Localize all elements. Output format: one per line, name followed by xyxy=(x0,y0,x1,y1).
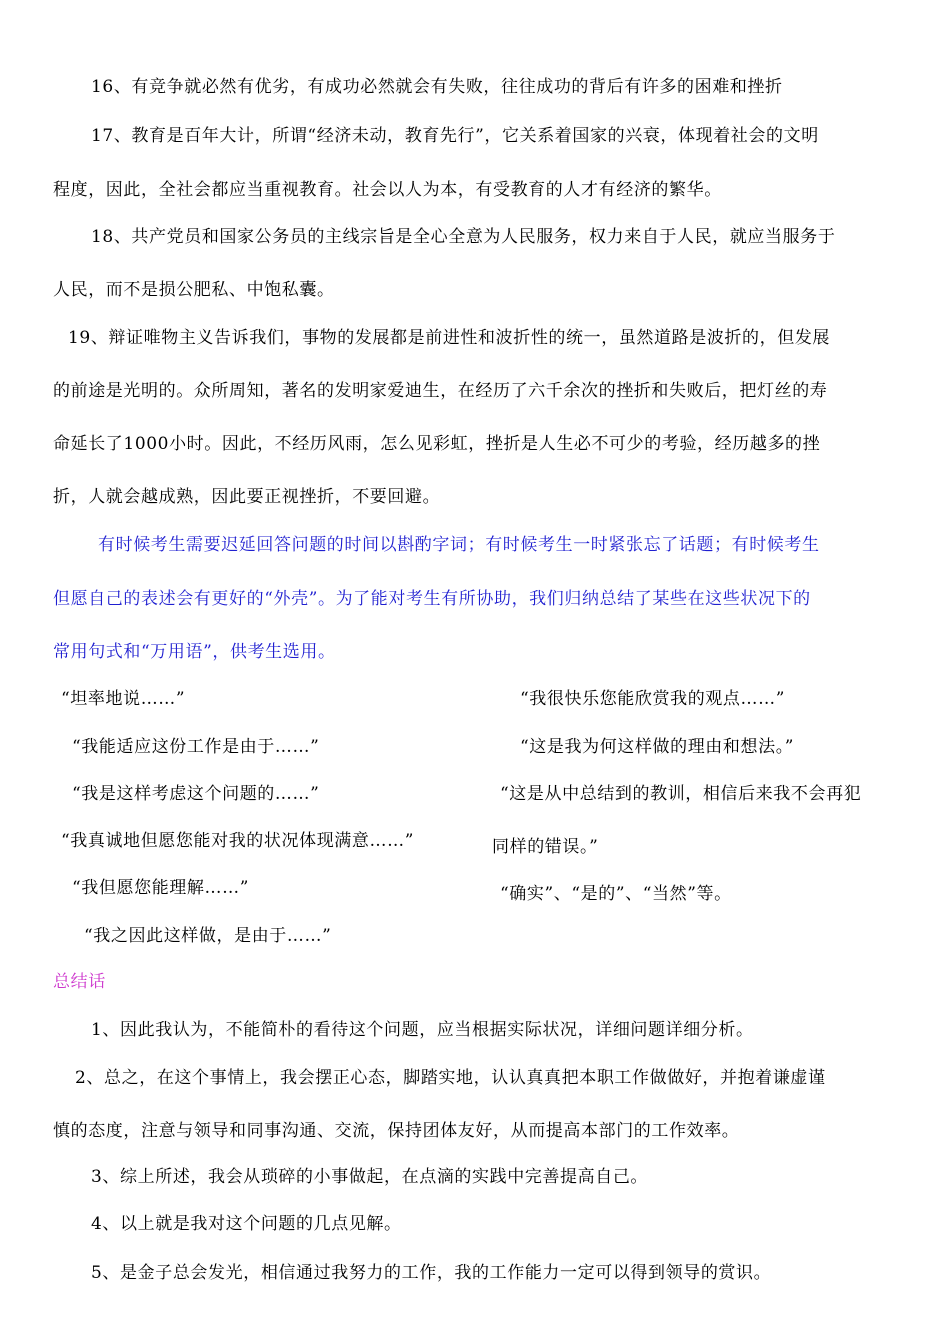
phrase-right-1: “我很快乐您能欣赏我的观点……” xyxy=(520,689,785,709)
conclusion-item-5: 5、是金子总会发光，相信通过我努力的工作，我的工作能力一定可以得到领导的赏识。 xyxy=(91,1263,772,1283)
para-17-line-2: 程度，因此，全社会都应当重视教育。社会以人为本，有受教育的人才有经济的繁华。 xyxy=(53,180,722,200)
phrase-left-6: “我之因此这样做，是由于……” xyxy=(84,926,332,946)
para-19-line-1: 19、辩证唯物主义告诉我们，事物的发展都是前进性和波折性的统一，虽然道路是波折的，但发展 xyxy=(68,328,831,348)
note-line-3: 常用句式和“万用语”，供考生选用。 xyxy=(53,642,336,662)
para-18-line-1: 18、共产党员和国家公务员的主线宗旨是全心全意为人民服务，权力来自于人民，就应当服务于 xyxy=(91,227,836,247)
phrase-left-4: “我真诚地但愿您能对我的状况体现满意……” xyxy=(61,831,414,851)
conclusion-item-2-line-1: 2、总之，在这个事情上，我会摆正心态，脚踏实地，认认真真把本职工作做做好，并抱着谦虚谨 xyxy=(75,1068,826,1088)
phrase-left-3: “我是这样考虑这个问题的……” xyxy=(72,784,320,804)
para-19-line-2: 的前途是光明的。众所周知，著名的发明家爱迪生，在经历了六千余次的挫折和失败后，把灯丝的寿 xyxy=(53,381,828,401)
note-line-2: 但愿自己的表述会有更好的“外壳”。为了能对考生有所协助，我们归纳总结了某些在这些状况下的 xyxy=(53,589,811,609)
para-17-line-1: 17、教育是百年大计，所谓“经济未动，教育先行”，它关系着国家的兴衰，体现着社会的文明 xyxy=(91,126,819,146)
phrase-right-3-cont: 同样的错误。” xyxy=(492,837,599,857)
conclusion-item-4: 4、以上就是我对这个问题的几点见解。 xyxy=(91,1214,402,1234)
phrase-left-1: “坦率地说……” xyxy=(61,689,186,709)
conclusion-item-2-line-2: 慎的态度，注意与领导和同事沟通、交流，保持团体友好，从而提高本部门的工作效率。 xyxy=(53,1121,740,1141)
phrase-right-3: “这是从中总结到的教训，相信后来我不会再犯 xyxy=(500,784,862,804)
phrase-left-5: “我但愿您能理解……” xyxy=(72,878,249,898)
conclusion-item-1: 1、因此我认为，不能简朴的看待这个问题，应当根据实际状况，详细问题详细分析。 xyxy=(91,1020,754,1040)
note-line-1: 有时候考生需要迟延回答问题的时间以斟酌字词；有时候考生一时紧张忘了话题；有时候考生 xyxy=(98,535,820,555)
phrase-right-2: “这是我为何这样做的理由和想法。” xyxy=(520,737,795,757)
phrase-right-4: “确实”、“是的”、“当然”等。 xyxy=(500,884,732,904)
phrase-left-2: “我能适应这份工作是由于……” xyxy=(72,737,320,757)
para-19-line-4: 折，人就会越成熟，因此要正视挫折，不要回避。 xyxy=(53,487,441,507)
para-19-line-3: 命延长了1000小时。因此，不经历风雨，怎么见彩虹，挫折是人生必不可少的考验，经历越多的挫 xyxy=(53,434,821,454)
para-18-line-2: 人民，而不是损公肥私、中饱私囊。 xyxy=(53,280,335,300)
conclusion-item-3: 3、综上所述，我会从琐碎的小事做起，在点滴的实践中完善提高自己。 xyxy=(91,1167,649,1187)
para-16-line-1: 16、有竞争就必然有优劣，有成功必然就会有失败，往往成功的背后有许多的困难和挫折 xyxy=(91,77,783,97)
conclusion-heading: 总结话 xyxy=(53,972,106,992)
